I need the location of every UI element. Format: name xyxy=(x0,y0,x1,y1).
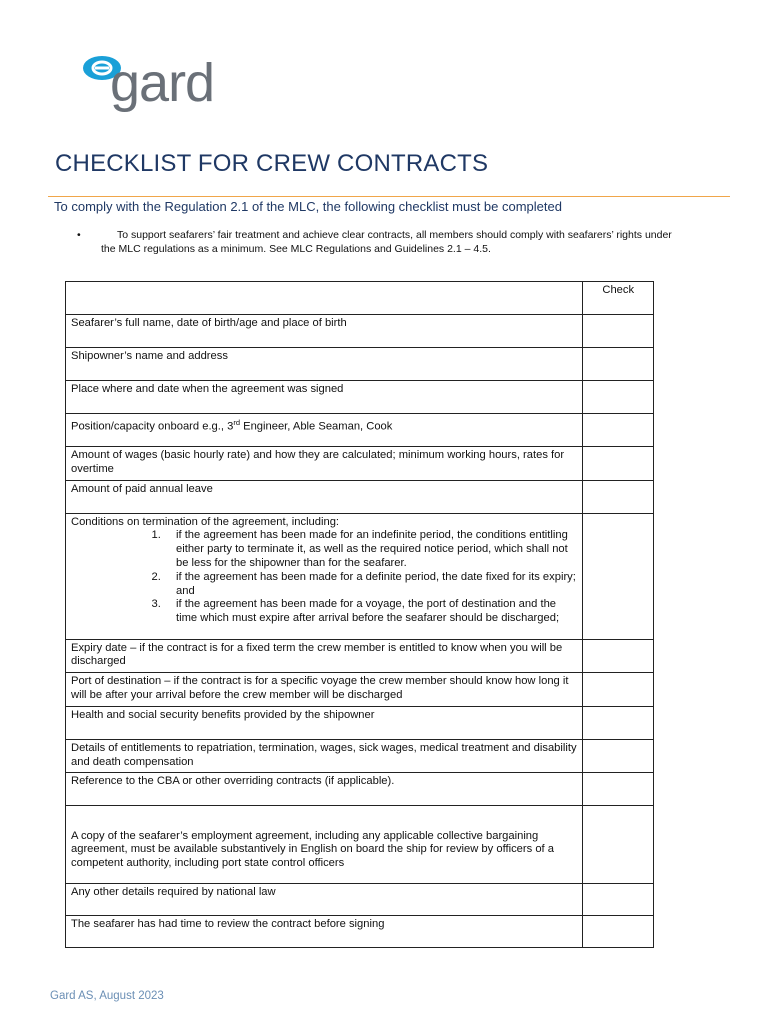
check-cell[interactable] xyxy=(583,348,654,381)
checklist-item-text: Expiry date – if the contract is for a fixed term the crew member is entitled to know when you will be discharged xyxy=(66,639,583,673)
termination-conditions-list xyxy=(71,529,577,626)
table-row xyxy=(66,639,654,673)
checklist-item-text: Port of destination – if the contract is for a specific voyage the crew member should know how long it will be after your arrival before the crew member will be discharged xyxy=(66,673,583,707)
check-cell[interactable] xyxy=(583,480,654,513)
table-row xyxy=(66,706,654,739)
check-cell[interactable] xyxy=(583,739,654,773)
logo-wordmark: gard xyxy=(110,53,215,113)
page-subtitle: To comply with the Regulation 2.1 of the MLC, the following checklist must be completed xyxy=(54,199,562,214)
checklist-item-text xyxy=(66,513,583,639)
check-cell[interactable] xyxy=(583,916,654,948)
check-cell[interactable] xyxy=(583,639,654,673)
table-row xyxy=(66,739,654,773)
checklist-item-text: Place where and date when the agreement was signed xyxy=(66,381,583,414)
list-item: 3. if the agreement has been made for a voyage, the port of destination and the time which must expire after arrival before the seafarer should be discharged; xyxy=(164,598,577,626)
list-item: 1. if the agreement has been made for an indefinite period, the conditions entitling either party to terminate it, as well as the required notice period, which shall not be less for the shipowner than for the seafarer. xyxy=(164,529,577,570)
table-row xyxy=(66,806,654,884)
table-row xyxy=(66,673,654,707)
table-row xyxy=(66,513,654,639)
gard-logo xyxy=(82,50,215,116)
table-row xyxy=(66,773,654,806)
header-item-cell xyxy=(66,282,583,315)
termination-conditions-intro: Conditions on termination of the agreement, including: xyxy=(71,515,340,528)
table-row xyxy=(66,315,654,348)
check-cell[interactable] xyxy=(583,884,654,916)
check-cell[interactable] xyxy=(583,447,654,481)
page-title: CHECKLIST FOR CREW CONTRACTS xyxy=(55,150,489,177)
check-cell[interactable] xyxy=(583,806,654,884)
table-row xyxy=(66,381,654,414)
check-cell[interactable] xyxy=(583,315,654,348)
table-row xyxy=(66,414,654,447)
list-item: 2. if the agreement has been made for a definite period, the date fixed for its expiry; and xyxy=(164,571,577,599)
checklist-item-text: Amount of wages (basic hourly rate) and how they are calculated; minimum working hours, rates for overtime xyxy=(66,447,583,481)
checklist-item-text: The seafarer has had time to review the contract before signing xyxy=(66,916,583,948)
table-row xyxy=(66,348,654,381)
intro-bullet-text: To support seafarers’ fair treatment and achieve clear contracts, all members should comply with seafarers’ rights under the MLC regulations as a minimum. See MLC Regulations and Guidelines 2.1 – 4.5. xyxy=(101,229,672,255)
title-divider xyxy=(48,196,730,197)
checklist-item-text: Seafarer’s full name, date of birth/age and place of birth xyxy=(66,315,583,348)
check-column-header: Check xyxy=(583,282,654,315)
checklist-item-text: Details of entitlements to repatriation, termination, wages, sick wages, medical treatment and disability and death compensation xyxy=(66,739,583,773)
check-cell[interactable] xyxy=(583,706,654,739)
table-row xyxy=(66,916,654,948)
text-part: Engineer, Able Seaman, Cook xyxy=(240,420,393,433)
checklist-item-text xyxy=(66,414,583,447)
table-header-row xyxy=(66,282,654,315)
table-row xyxy=(66,480,654,513)
checklist-item-text: Shipowner’s name and address xyxy=(66,348,583,381)
checklist-item-text: Any other details required by national law xyxy=(66,884,583,916)
text-part: Position/capacity onboard e.g., 3 xyxy=(71,420,234,433)
superscript: rd xyxy=(233,418,240,427)
check-cell[interactable] xyxy=(583,513,654,639)
page-footer: Gard AS, August 2023 xyxy=(50,990,164,1002)
table-row xyxy=(66,884,654,916)
check-cell[interactable] xyxy=(583,414,654,447)
checklist-item-text: Amount of paid annual leave xyxy=(66,480,583,513)
check-cell[interactable] xyxy=(583,381,654,414)
checklist-item-text: Reference to the CBA or other overriding contracts (if applicable). xyxy=(66,773,583,806)
checklist-table xyxy=(65,281,654,948)
table-row xyxy=(66,447,654,481)
checklist-item-text: Health and social security benefits provided by the shipowner xyxy=(66,706,583,739)
intro-bullet xyxy=(77,228,677,256)
check-cell[interactable] xyxy=(583,673,654,707)
bullet-dot: • xyxy=(77,229,81,241)
checklist-item-text: A copy of the seafarer’s employment agreement, including any applicable collective bargaining agreement, must be available substantively in English on board the ship for review by officers of a competent authority, including port state control officers xyxy=(66,806,583,884)
check-cell[interactable] xyxy=(583,773,654,806)
